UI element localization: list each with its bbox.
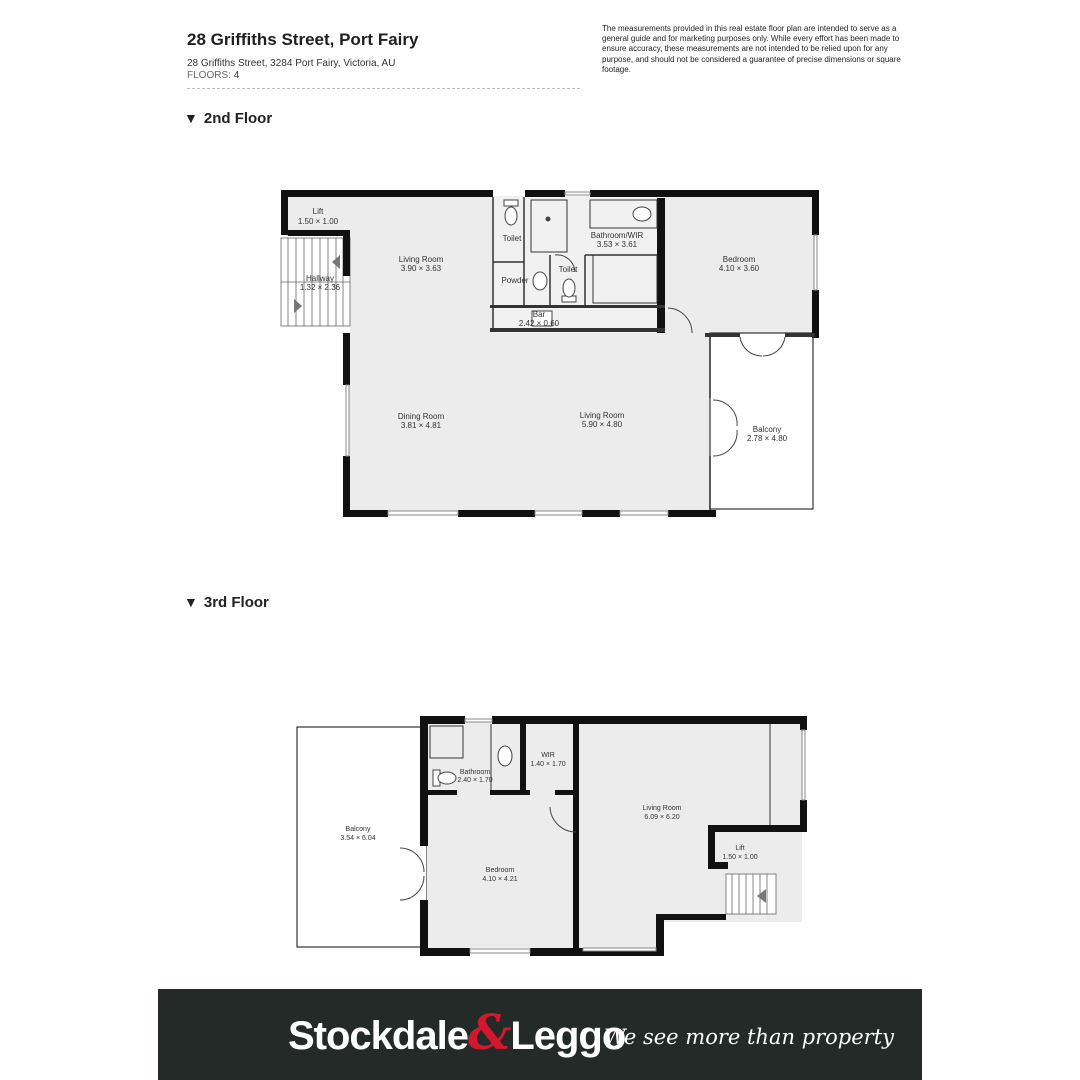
brand-tagline: We see more than property [604,1025,895,1049]
f3-living-dims: 6.09 × 6.20 [644,814,680,821]
f2-bedroom-name: Bedroom [722,255,756,264]
listing-address: 28 Griffiths Street, 3284 Port Fairy, Victoria, AU [187,58,396,69]
f2-lift-name: Lift [312,207,324,216]
f3-bathroom-name: Bathroom [459,769,491,776]
brand-footer [158,989,922,1080]
floor3-plan [297,716,807,956]
f3-living-name: Living Room [642,805,682,812]
f2-living1-dims: 3.90 × 3.63 [400,264,442,273]
floors-value: 4 [233,70,240,81]
f3-lift-name: Lift [735,845,745,852]
brand-logo[interactable] [288,1005,625,1061]
f3-wir-dims: 1.40 × 1.70 [530,761,566,768]
f2-balcony-room [710,333,813,509]
brand-name-right: Leggo [510,1014,626,1058]
f2-living1-name: Living Room [398,255,444,264]
f3-living-nook [577,918,660,948]
f3-lift-dims: 1.50 × 1.00 [722,854,758,861]
f2-bathwir-dims: 3.53 × 3.61 [596,240,638,249]
f3-stairs [726,874,776,914]
f3-balcony-dims: 3.54 × 6.04 [340,835,376,842]
f2-toilet2-name: Toilet [558,265,578,274]
f2-dining-dims: 3.81 × 4.81 [400,421,442,430]
f2-toilet1-name: Toilet [502,234,522,243]
f2-powder-name: Powder [501,276,529,285]
floor2-heading-label: 2nd Floor [203,110,273,127]
collapse-triangle-icon: ▼ [184,594,198,610]
f2-bathwir-name: Bathroom/WIR [590,231,644,240]
floor2-plan [281,190,819,517]
f2-lift-dims: 1.50 × 1.00 [297,217,339,226]
f3-wir-name: WIR [541,752,555,759]
f3-bedroom-dims: 4.10 × 4.21 [482,876,518,883]
f2-balcony-name: Balcony [752,425,782,434]
f2-hallway-name: Hallway [305,274,335,283]
f2-balcony-dims: 2.78 × 4.80 [746,434,788,443]
f2-bedroom-dims: 4.10 × 3.60 [718,264,760,273]
disclaimer-text: The measurements provided in this real estate floor plan are intended to serve as a general guide and for marketing purposes only. While every effort has been made to ensure accuracy, these measurements are not intended to be relied upon for any purpose, and should not be considered a guarantee of precise dimensions or square footage. [602,24,901,74]
f2-hallway-dims: 1.32 × 2.36 [299,283,341,292]
f2-bar-dims: 2.42 × 0.60 [518,319,560,328]
brand-ampersand: & [467,1005,511,1061]
brand-name-left: Stockdale [288,1014,468,1058]
f2-dining-name: Dining Room [397,412,445,421]
listing-title: 28 Griffiths Street, Port Fairy [187,30,419,49]
floor3-heading-label: 3rd Floor [203,594,269,611]
f3-bathroom-dims: 2.40 × 1.70 [457,777,493,784]
f3-bedroom-name: Bedroom [485,867,515,874]
f2-living2-dims: 5.90 × 4.80 [581,420,623,429]
floors-label: FLOORS: [187,70,231,81]
f2-living2-name: Living Room [579,411,625,420]
f2-bar-name: Bar [532,310,546,319]
collapse-triangle-icon: ▼ [184,110,198,126]
f3-balcony-name: Balcony [345,826,371,833]
